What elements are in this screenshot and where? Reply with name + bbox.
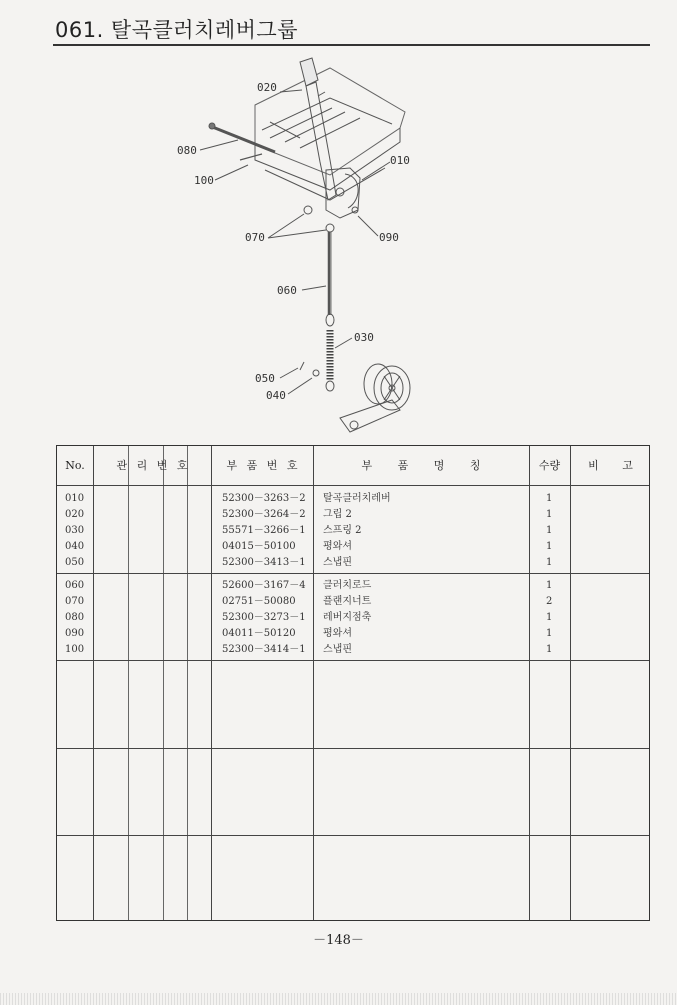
- row-part-no: 04015－50100: [222, 541, 296, 552]
- row-part-no: 52600－3167－4: [222, 580, 306, 591]
- row-part-no: 04011－50120: [222, 628, 296, 639]
- row-qty: 1: [546, 644, 553, 655]
- row-no: 080: [65, 612, 85, 623]
- col-divider: [93, 446, 94, 920]
- callout-090: 090: [379, 231, 399, 244]
- group-divider: [57, 835, 649, 836]
- row-no: 010: [65, 493, 85, 504]
- title-rule: [53, 44, 650, 46]
- diagram-drawing: [0, 50, 677, 445]
- row-qty: 2: [546, 596, 553, 607]
- row-part-no: 02751－50080: [222, 596, 296, 607]
- row-part-name: 클러치로드: [323, 580, 372, 591]
- callout-080: 080: [177, 144, 197, 157]
- callout-050: 050: [255, 372, 275, 385]
- row-part-no: 52300－3273－1: [222, 612, 306, 623]
- header-remarks: 비 고: [588, 459, 633, 472]
- row-part-no: 52300－3414－1: [222, 644, 306, 655]
- row-part-name: 그립 2: [323, 509, 352, 520]
- callout-100: 100: [194, 174, 214, 187]
- row-part-name: 스냅핀: [323, 644, 352, 655]
- row-part-name: 스냅핀: [323, 557, 352, 568]
- group-divider: [57, 748, 649, 749]
- callout-060: 060: [277, 284, 297, 297]
- group-divider: [57, 573, 649, 574]
- header-mgmt-no: 관 리 번 호: [116, 459, 188, 472]
- col-divider: [163, 446, 164, 920]
- col-divider: [187, 446, 188, 920]
- header-part-no: 부 품 번 호: [226, 459, 298, 472]
- row-no: 090: [65, 628, 85, 639]
- page-title: 061. 탈곡클러치레버그룹: [55, 18, 299, 42]
- row-no: 030: [65, 525, 85, 536]
- header-part-name: 부 품 명 칭: [361, 459, 481, 472]
- callout-020: 020: [257, 81, 277, 94]
- row-part-name: 레버지점축: [323, 612, 372, 623]
- row-part-no: 52300－3413－1: [222, 557, 306, 568]
- row-part-name: 평와셔: [323, 628, 352, 639]
- row-part-name: 플랜지너트: [323, 596, 372, 607]
- callout-040: 040: [266, 389, 286, 402]
- row-part-no: 52300－3263－2: [222, 493, 306, 504]
- row-no: 100: [65, 644, 85, 655]
- row-no: 070: [65, 596, 85, 607]
- row-part-no: 52300－3264－2: [222, 509, 306, 520]
- col-divider: [211, 446, 212, 920]
- row-part-no: 55571－3266－1: [222, 525, 306, 536]
- scan-edge-artifact: [0, 993, 677, 1005]
- callout-010: 010: [390, 154, 410, 167]
- row-no: 060: [65, 580, 85, 591]
- group-divider: [57, 660, 649, 661]
- header-qty: 수량: [538, 459, 561, 472]
- col-divider: [570, 446, 571, 920]
- row-no: 050: [65, 557, 85, 568]
- col-divider: [529, 446, 530, 920]
- col-divider: [128, 446, 129, 920]
- row-qty: 1: [546, 541, 553, 552]
- row-part-name: 탈곡클러치레버: [323, 493, 391, 504]
- parts-table: [56, 445, 650, 921]
- page-number: －148－: [313, 933, 364, 948]
- row-qty: 1: [546, 628, 553, 639]
- row-no: 020: [65, 509, 85, 520]
- row-no: 040: [65, 541, 85, 552]
- row-qty: 1: [546, 493, 553, 504]
- header-no: No.: [65, 459, 85, 472]
- row-part-name: 평와셔: [323, 541, 352, 552]
- row-qty: 1: [546, 509, 553, 520]
- row-qty: 1: [546, 557, 553, 568]
- row-qty: 1: [546, 580, 553, 591]
- exploded-parts-diagram: [0, 50, 677, 445]
- row-qty: 1: [546, 525, 553, 536]
- row-qty: 1: [546, 612, 553, 623]
- col-divider: [313, 446, 314, 920]
- callout-030: 030: [354, 331, 374, 344]
- row-part-name: 스프링 2: [323, 525, 362, 536]
- callout-070: 070: [245, 231, 265, 244]
